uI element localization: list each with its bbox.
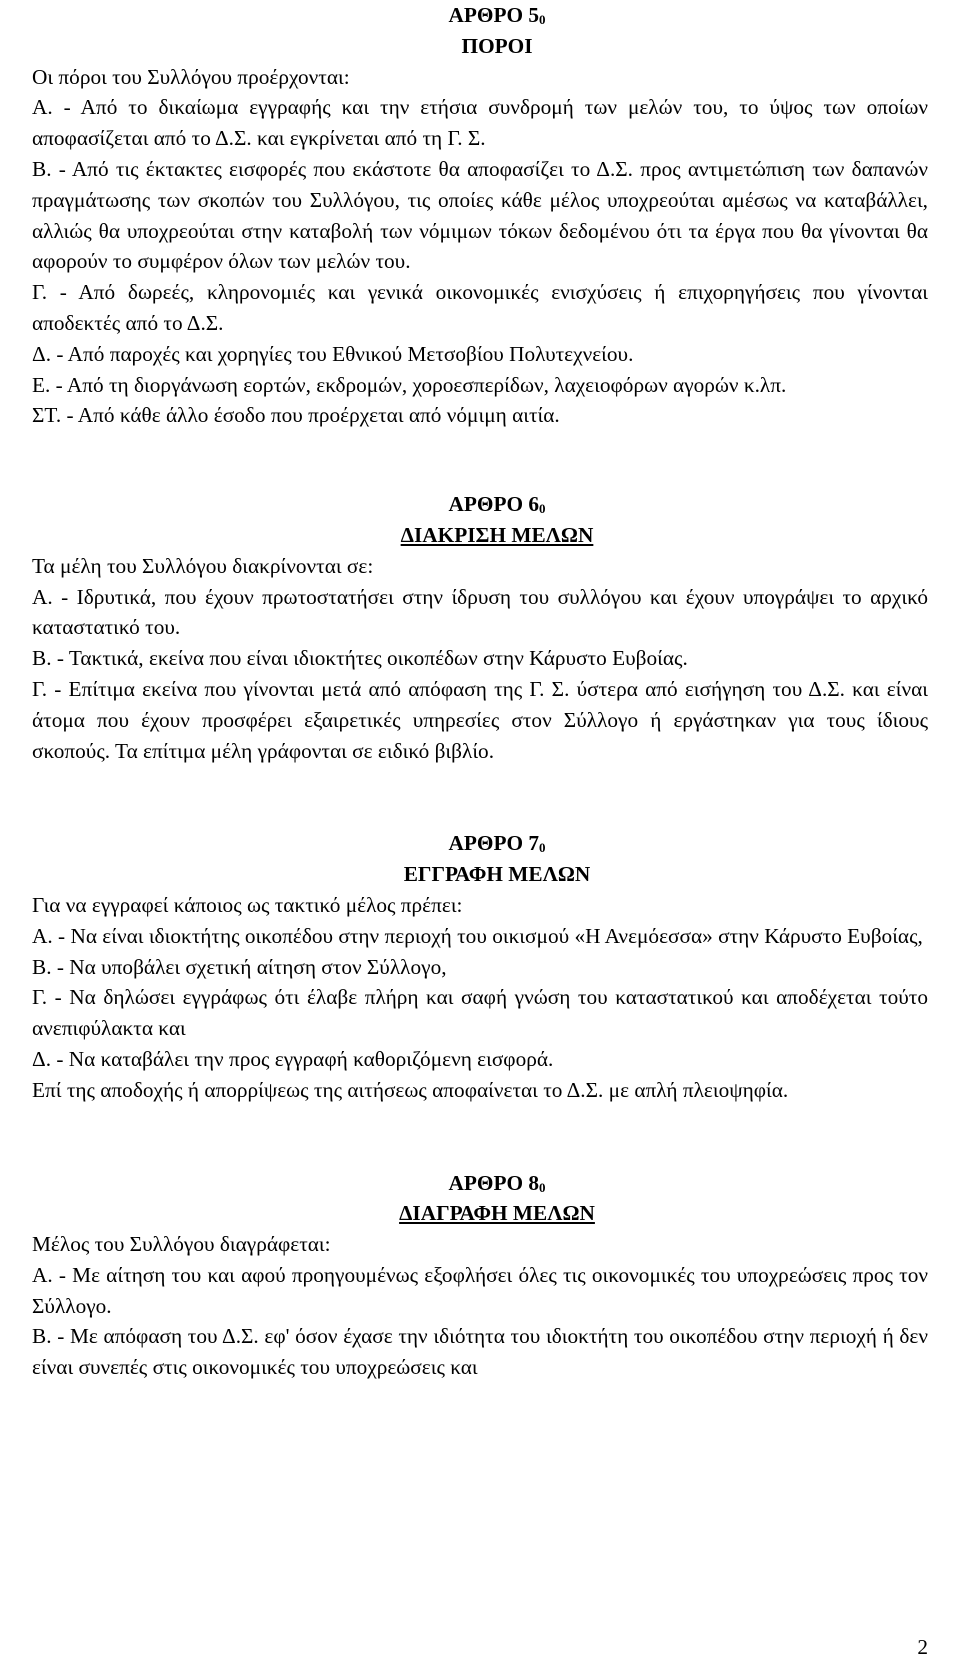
article-7-title-text: ΕΓΓΡΑΦΗ ΜΕΛΩΝ: [403, 862, 591, 887]
article-6-item-c: Γ. - Επίτιμα εκείνα που γίνονται μετά από απόφαση της Γ. Σ. ύστερα από εισήγηση του Δ.Σ. και είναι άτομα που έχουν προσφέρει εξαιρετικές υπηρεσίες στον Σύλλογο ή εργάστηκαν για τους ίδιους σκοπούς. Τα επίτιμα μέλη γράφονται σε ειδικό βιβλίο.: [32, 676, 928, 763]
article-6-number-text: ΑΡΘΡΟ 6: [448, 492, 539, 517]
article-6-intro: Τα μέλη του Συλλόγου διακρίνονται σε:: [32, 553, 374, 578]
article-5-item-a: Α. - Από το δικαίωμα εγγραφής και την ετήσια συνδρομή των μελών του, το ύψος των οποίων αποφασίζεται από το Δ.Σ. και εγκρίνεται από τη Γ. Σ.: [32, 95, 928, 151]
article-7-item-c: Γ. - Να δηλώσει εγγράφως ότι έλαβε πλήρη και σαφή γνώση του καταστατικού και αποδέχεται τούτο ανεπιφύλακτα και: [32, 985, 928, 1041]
article-7-title: [32, 859, 928, 890]
document-page: [32, 0, 928, 1673]
article-8-title: [32, 1198, 928, 1229]
article-7-decision: Επί της αποδοχής ή απορρίψεως της αιτήσεως αποφαίνεται το Δ.Σ. με απλή πλειοψηφία.: [32, 1077, 789, 1102]
article-7-number-text: ΑΡΘΡΟ 7: [448, 831, 539, 856]
article-6-item-b: Β. - Τακτικά, εκείνα που είναι ιδιοκτήτες οικοπέδων στην Κάρυστο Ευβοίας.: [32, 646, 688, 671]
article-5-title-text: ΠΟΡΟΙ: [461, 33, 533, 58]
article-8-number-sub: 0: [539, 1179, 546, 1195]
article-8-intro: Μέλος του Συλλόγου διαγράφεται:: [32, 1232, 331, 1257]
page-number: 2: [917, 1635, 928, 1659]
article-5-item-c: Γ. - Από δωρεές, κληρονομιές και γενικά οικονομικές ενισχύσεις ή επιχορηγήσεις που γίνονται αποδεκτές από το Δ.Σ.: [32, 280, 928, 335]
article-7: [32, 828, 928, 1105]
article-5-item-e: Ε. - Από τη διοργάνωση εορτών, εκδρομών, χοροεσπερίδων, λαχειοφόρων αγορών κ.λπ.: [32, 372, 787, 397]
article-8-item-a: Α. - Με αίτηση του και αφού προηγουμένως εξοφλήσει όλες τις οικονομικές του υποχρεώσεις προς τον Σύλλογο.: [32, 1262, 928, 1318]
article-7-intro: Για να εγγραφεί κάποιος ως τακτικό μέλος πρέπει:: [32, 892, 463, 917]
article-8-number: [32, 1168, 928, 1199]
article-8: [32, 1168, 928, 1384]
article-7-number-sub: 0: [539, 840, 546, 856]
article-8-title-text: ΔΙΑΓΡΑΦΗ ΜΕΛΩΝ: [399, 1201, 595, 1226]
article-6: [32, 489, 928, 766]
article-5-number-text: ΑΡΘΡΟ 5: [448, 3, 539, 27]
article-6-number: [32, 489, 928, 520]
article-8-item-b: Β. - Με απόφαση του Δ.Σ. εφ' όσον έχασε την ιδιότητα του ιδιοκτήτη του οικοπέδου στην περιοχή ή δεν είναι συνεπές στις οικονομικές του υποχρεώσεις και: [32, 1324, 928, 1380]
article-6-item-a: Α. - Ιδρυτικά, που έχουν πρωτοστατήσει στην ίδρυση του συλλόγου και έχουν υπογράψει το αρχικό καταστατικό του.: [32, 584, 928, 640]
article-7-item-a: Α. - Να είναι ιδιοκτήτης οικοπέδου στην περιοχή του οικισμού «Η Ανεμόεσσα» στην Κάρυστο Ευβοίας,: [32, 923, 923, 948]
article-5-number: [32, 0, 928, 31]
article-7-number: [32, 828, 928, 859]
article-5-title: [32, 31, 928, 62]
article-5-item-b: Β. - Από τις έκτακτες εισφορές που εκάστοτε θα αποφασίζει το Δ.Σ. προς αντιμετώπιση των δαπανών πραγμάτωσης των σκοπών του Συλλόγου, τις οποίες κάθε μέλος υποχρεούται αμέσως να καταβάλλει, αλλιώς θα υποχρεούται στην καταβολή των νόμιμων τόκων δεδομένου ότι τα έργα που θα γίνονται θα αφορούν το συμφέρον όλων των μελών του.: [32, 156, 928, 274]
article-5: [32, 0, 928, 431]
article-5-item-st: ΣΤ. - Από κάθε άλλο έσοδο που προέρχεται από νόμιμη αιτία.: [32, 403, 560, 428]
article-6-title-text: ΔΙΑΚΡΙΣΗ ΜΕΛΩΝ: [400, 522, 594, 547]
article-7-item-b: Β. - Να υποβάλει σχετική αίτηση στον Σύλλογο,: [32, 954, 447, 979]
article-8-number-text: ΑΡΘΡΟ 8: [448, 1170, 539, 1195]
article-5-item-d: Δ. - Από παροχές και χορηγίες του Εθνικού Μετσοβίου Πολυτεχνείου.: [32, 341, 634, 366]
article-6-title: [32, 520, 928, 551]
article-6-number-sub: 0: [539, 501, 546, 517]
article-7-item-d: Δ. - Να καταβάλει την προς εγγραφή καθοριζόμενη εισφορά.: [32, 1046, 554, 1071]
article-5-intro: Οι πόροι του Συλλόγου προέρχονται:: [32, 64, 350, 89]
article-5-number-sub: 0: [539, 12, 546, 27]
